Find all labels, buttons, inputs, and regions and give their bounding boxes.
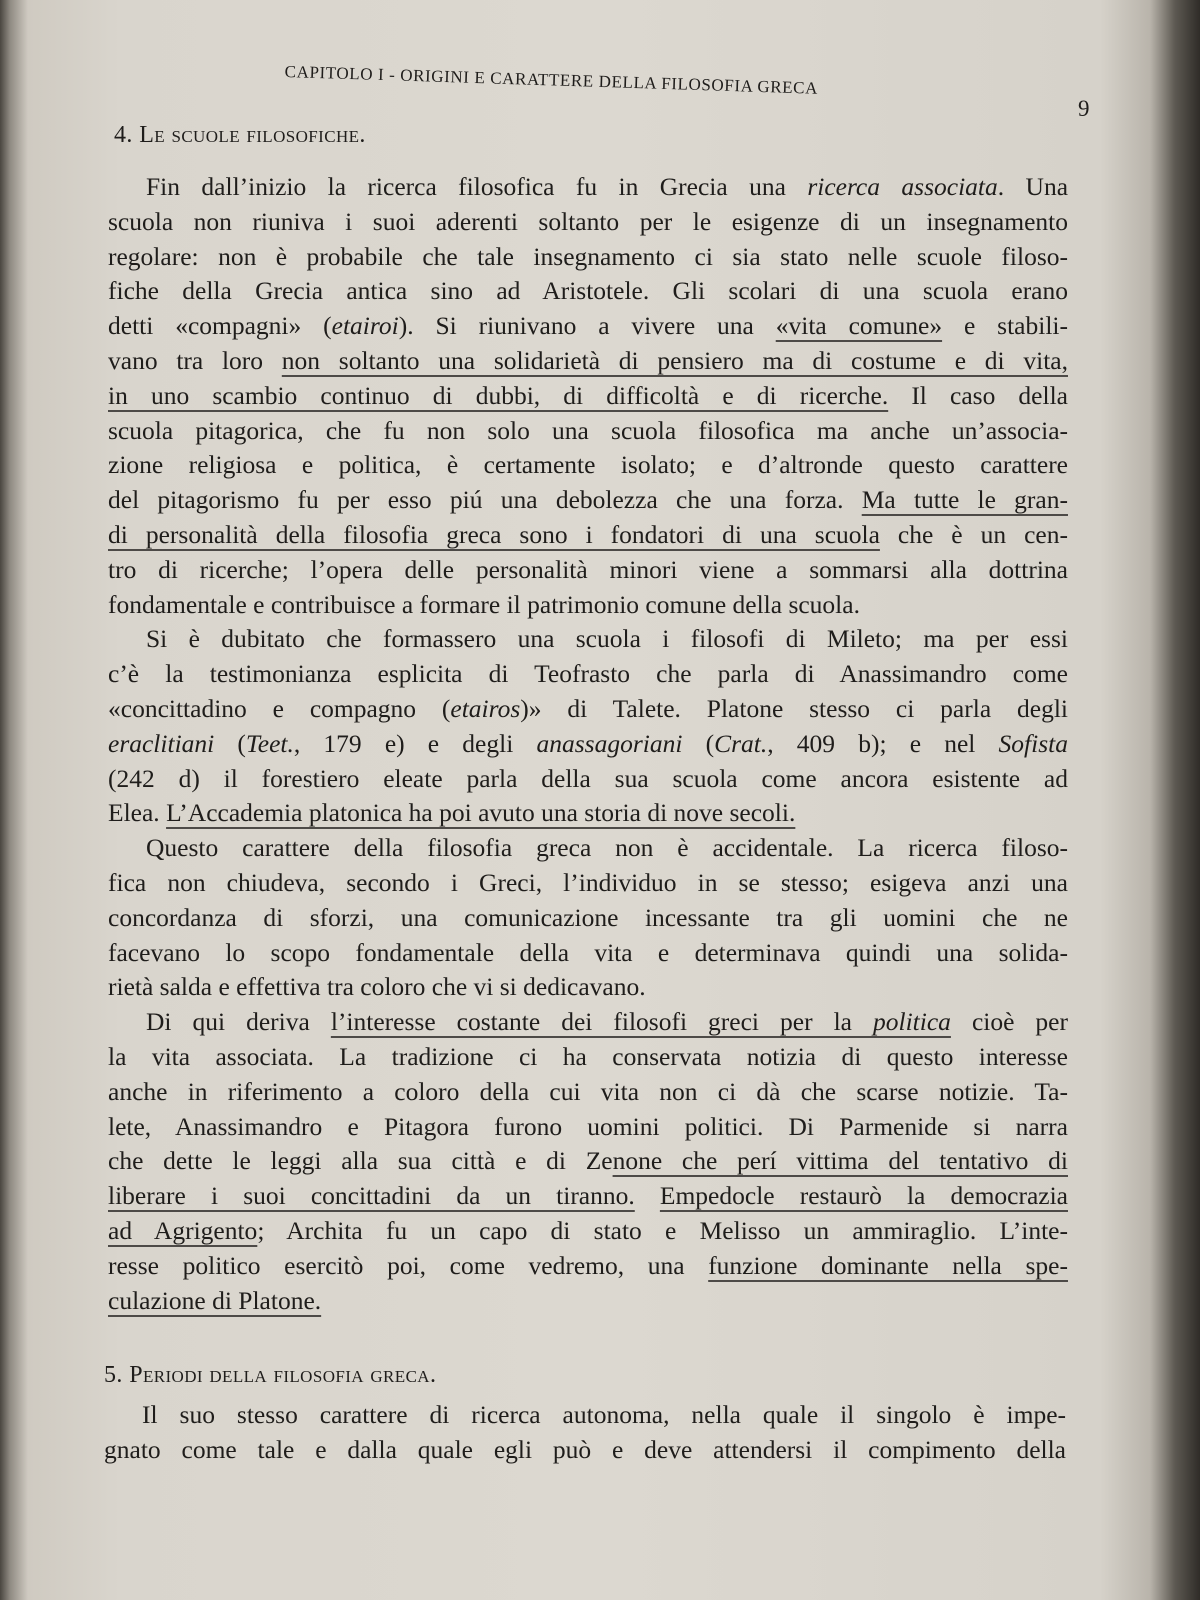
text-line	[108, 1214, 1068, 1249]
text-segment: cioè per	[950, 1007, 1068, 1037]
section-number: 4.	[114, 122, 133, 148]
text-segment: ; Archita fu un capo di stato e Melisso un ammiraglio. L’inte-	[257, 1215, 1068, 1245]
text-segment: Elea.	[108, 798, 167, 828]
underlined-text: l’interesse costante dei filosofi greci per la	[330, 1007, 874, 1037]
section-heading-5	[104, 1362, 436, 1389]
text-segment: . Una	[997, 172, 1069, 201]
text-segment: ). Si riunivano a vivere una	[398, 311, 776, 341]
text-segment: (	[682, 728, 715, 758]
text-line	[108, 483, 1068, 518]
section-title: Le scuole filosofiche.	[139, 122, 366, 148]
text-segment: (242 d) il forestiero eleate parla della sua scuola come ancora esistente ad	[108, 763, 1068, 793]
text-line	[108, 1284, 1068, 1319]
text-segment: , 179 e) e degli	[293, 728, 537, 758]
italic-text: Crat.	[714, 728, 768, 758]
text-segment: vano tra loro	[108, 345, 282, 375]
text-segment: zione religiosa e politica, è certamente isolato; e d’altronde questo carattere	[108, 450, 1068, 480]
text-segment: anche in riferimento a coloro della cui vita non ci dà che scarse notizie. Ta-	[108, 1076, 1068, 1106]
underlined-text: funzione dominante nella spe-	[708, 1250, 1068, 1280]
underlined-text: ad Agrigento	[108, 1215, 258, 1245]
text-segment: scuola pitagorica, che fu non solo una scuola filosofica ma anche un’associa-	[108, 415, 1068, 445]
underlined-text: none che perí vittima del tentativo di	[612, 1146, 1068, 1176]
text-line	[108, 936, 1068, 971]
italic-text: eraclitiani	[108, 728, 215, 758]
text-line	[108, 1005, 1068, 1040]
text-segment: «concittadino e compagno (	[108, 693, 451, 723]
text-segment: concordanza di sforzi, una comunicazione incessante tra gli uomini che ne	[108, 902, 1068, 932]
text-line	[108, 901, 1068, 936]
text-segment: che è un cen-	[879, 519, 1068, 549]
text-segment: fica non chiudeva, secondo i Greci, l’individuo in se stesso; esigeva anzi una	[108, 867, 1068, 897]
body-text-section-4	[108, 170, 1068, 1318]
text-segment: che dette le leggi alla sua città e di Ze	[108, 1146, 613, 1176]
text-line	[108, 344, 1068, 379]
section-title: Periodi della filosofia greca.	[129, 1362, 437, 1388]
text-segment: Il suo stesso carattere di ricerca autonoma, nella quale il singolo è impe-	[142, 1400, 1066, 1429]
text-line	[108, 1179, 1068, 1214]
italic-text: anassagoriani	[536, 728, 683, 758]
underlined-text: in uno scambio continuo di dubbi, di difficoltà e di ricerche.	[108, 380, 889, 410]
text-segment: e stabili-	[942, 311, 1068, 341]
text-segment: fondamentale e contribuisce a formare il patrimonio comune della scuola.	[108, 589, 860, 619]
text-segment: regolare: non è probabile che tale insegnamento ci sia stato nelle scuole filoso-	[108, 241, 1068, 271]
section-heading-4	[114, 122, 366, 149]
text-line	[108, 274, 1068, 309]
text-segment: gnato come tale e dalla quale egli può e deve attendersi il compimento della	[104, 1434, 1066, 1464]
underlined-text: culazione di Platone.	[108, 1285, 322, 1315]
page-number: 9	[1078, 96, 1090, 121]
text-segment: (	[214, 728, 246, 758]
body-text-section-5	[104, 1398, 1066, 1468]
text-line	[108, 1144, 1068, 1179]
text-line	[108, 205, 1068, 240]
underlined-text: non soltanto una solidarietà di pensiero ma di costume e di vita,	[281, 345, 1068, 375]
text-segment: Fin dall’inizio la ricerca filosofica fu in Grecia una	[146, 172, 808, 201]
text-line	[108, 1110, 1068, 1145]
text-segment: resse politico esercitò poi, come vedremo, una	[108, 1250, 709, 1280]
text-segment: la vita associata. La tradizione ci ha conservata notizia di questo interesse	[108, 1041, 1068, 1071]
underlined-text: politica	[873, 1007, 951, 1037]
text-segment: Questo carattere della filosofia greca non è accidentale. La ricerca filoso-	[146, 833, 1068, 863]
text-segment: detti «compagni» (	[108, 311, 332, 341]
text-line	[108, 762, 1068, 797]
text-line	[108, 831, 1068, 866]
section-number: 5.	[104, 1362, 123, 1388]
underlined-text: Ma tutte le gran-	[861, 485, 1068, 515]
text-segment: , 409 b); e nel	[767, 728, 999, 758]
text-line	[108, 518, 1068, 553]
running-header: CAPITOLO I - ORIGINI E CARATTERE DELLA FILOSOFIA GRECA	[284, 62, 819, 98]
text-segment: Il caso della	[888, 380, 1068, 410]
underlined-text: «vita comune»	[775, 311, 943, 341]
text-segment	[635, 1181, 660, 1210]
italic-text: etairoi	[331, 311, 399, 341]
text-line	[108, 588, 1068, 623]
text-segment: rietà salda e effettiva tra coloro che vi si dedicavano.	[108, 972, 646, 1002]
text-line	[104, 1433, 1066, 1468]
text-line	[108, 1075, 1068, 1110]
text-line	[108, 448, 1068, 483]
text-segment: c’è la testimonianza esplicita di Teofrasto che parla di Anassimandro come	[108, 659, 1068, 689]
text-line	[108, 170, 1068, 205]
text-line	[108, 1040, 1068, 1075]
italic-text: ricerca associata	[807, 172, 998, 201]
text-segment: )» di Talete. Platone stesso ci parla degli	[520, 693, 1068, 723]
text-segment: tro di ricerche; l’opera delle personalità minori viene a sommarsi alla dottrina	[108, 554, 1068, 584]
underlined-text: Empedocle restaurò la democrazia	[659, 1181, 1068, 1211]
italic-text: etairos	[450, 693, 521, 723]
text-segment: del pitagorismo fu per esso piú una debolezza che una forza.	[108, 485, 862, 515]
text-line	[108, 622, 1068, 657]
text-line	[108, 379, 1068, 414]
text-line	[108, 866, 1068, 901]
text-line	[108, 414, 1068, 449]
text-line	[104, 1398, 1066, 1433]
text-line	[108, 692, 1068, 727]
text-line	[108, 1249, 1068, 1284]
text-segment: fiche della Grecia antica sino ad Aristotele. Gli scolari di una scuola erano	[108, 276, 1068, 306]
text-line	[108, 240, 1068, 275]
text-line	[108, 796, 1068, 831]
text-line	[108, 727, 1068, 762]
underlined-text: di personalità della filosofia greca sono i fondatori di una scuola	[108, 519, 880, 549]
text-line	[108, 553, 1068, 588]
italic-text: Teet.	[245, 728, 294, 758]
text-segment: Si è dubitato che formassero una scuola i filosofi di Mileto; ma per essi	[146, 624, 1068, 654]
text-segment: Di qui deriva	[146, 1007, 331, 1037]
underlined-text: liberare i suoi concittadini da un tiranno.	[108, 1181, 635, 1211]
text-line	[108, 309, 1068, 344]
text-line	[108, 657, 1068, 692]
underlined-text: L’Accademia platonica ha poi avuto una storia di nove secoli.	[166, 798, 796, 828]
text-line	[108, 970, 1068, 1005]
text-segment: facevano lo scopo fondamentale della vita e determinava quindi una solida-	[108, 937, 1068, 967]
text-segment: scuola non riuniva i suoi aderenti soltanto per le esigenze di un insegnamento	[108, 206, 1068, 236]
italic-text: Sofista	[998, 728, 1068, 758]
text-segment: lete, Anassimandro e Pitagora furono uomini politici. Di Parmenide si narra	[108, 1111, 1068, 1141]
